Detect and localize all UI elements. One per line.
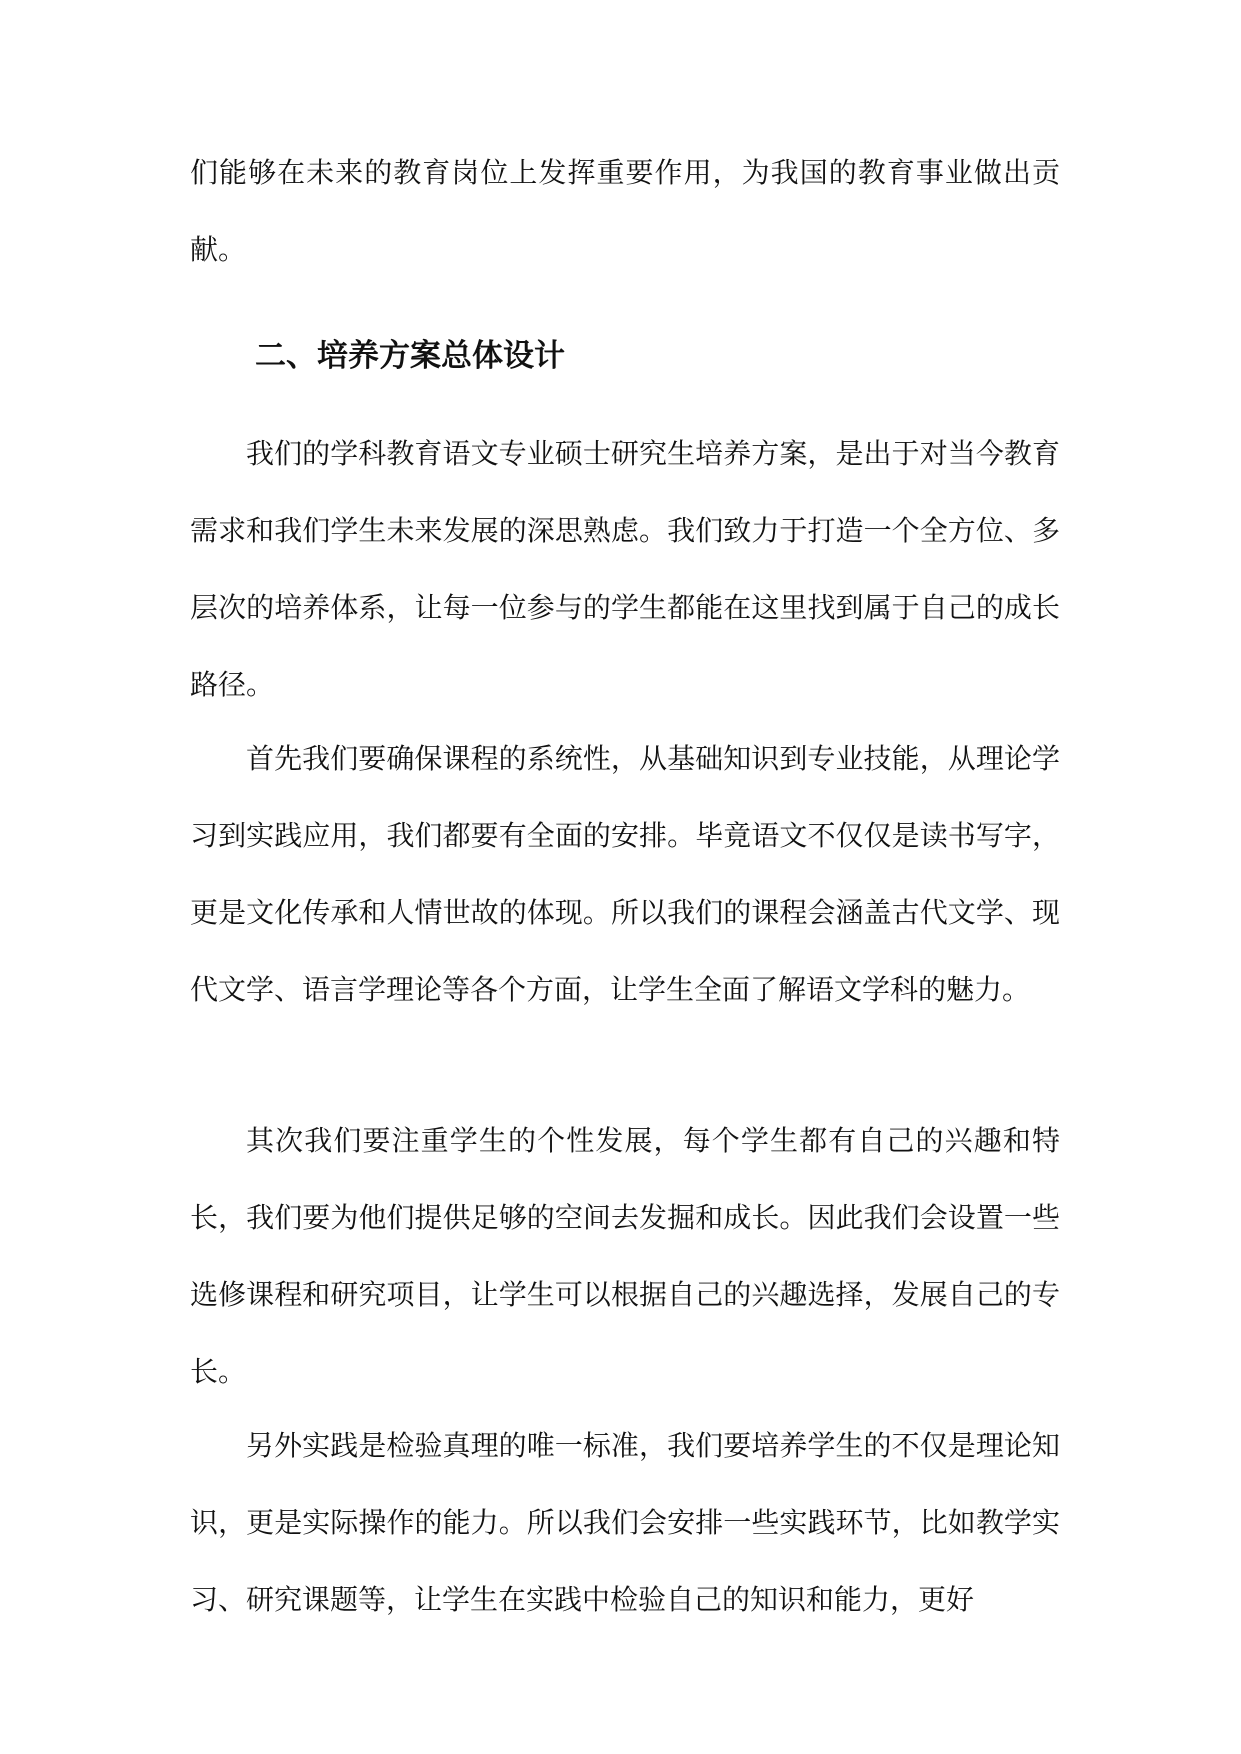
section-heading: 二、培养方案总体设计 [255, 338, 565, 374]
paragraph-practice: 另外实践是检验真理的唯一标准，我们要培养学生的不仅是理论知识，更是实际操作的能力。所以我们会安排一些实践环节，比如教学实习、研究课题等，让学生在实践中检验自己的知识和能力，更好 [190, 1429, 1060, 1616]
paragraph-continued: 们能够在未来的教育岗位上发挥重要作用，为我国的教育事业做出贡献。 [190, 156, 1060, 266]
paragraph-curriculum: 首先我们要确保课程的系统性，从基础知识到专业技能，从理论学习到实践应用，我们都要有全面的安排。毕竟语文不仅仅是读书写字，更是文化传承和人情世故的体现。所以我们的课程会涵盖古代文学、现代文学、语言学理论等各个方面，让学生全面了解语文学科的魅力。 [190, 742, 1060, 1006]
paragraph-overview: 我们的学科教育语文专业硕士研究生培养方案，是出于对当今教育需求和我们学生未来发展的深思熟虑。我们致力于打造一个全方位、多层次的培养体系，让每一位参与的学生都能在这里找到属于自己的成长路径。 [190, 437, 1060, 701]
paragraph-individual-development: 其次我们要注重学生的个性发展，每个学生都有自己的兴趣和特长，我们要为他们提供足够的空间去发掘和成长。因此我们会设置一些选修课程和研究项目，让学生可以根据自己的兴趣选择，发展自己的专长。 [190, 1124, 1060, 1388]
